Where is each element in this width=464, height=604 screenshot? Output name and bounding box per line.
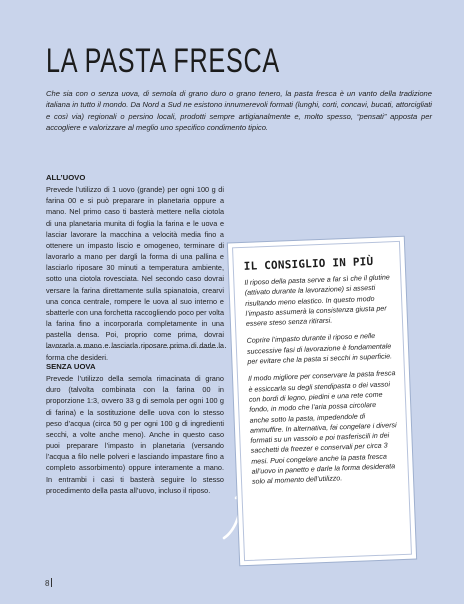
tip-card <box>232 241 412 561</box>
section-all-uovo <box>46 172 224 363</box>
section-text-senza-uova: Prevede l’utilizzo della semola rimacinata di grano duro (talvolta combinata con la farina 00 in proporzione 1:3, ovvero 33 g di semola per ogni 100 g di farina) e la sostituzione delle uova con lo stesso peso d’acqua (circa 50 g per ogni 100 g di ingredienti secchi, a volte anche meno). Anche in questo caso puoi preparare l’impasto in planetaria (versando l’acqua a filo nelle polveri e lasciando impastare fino a completo assorbimento) oppure interamente a mano. In entrambi i casi ti basterà seguire lo stesso procedimento della pasta all’uovo, incluso il riposo. <box>46 374 224 495</box>
page-title: LA PASTA FRESCA <box>46 42 280 80</box>
section-divider <box>46 347 226 348</box>
page-number-label: 8 <box>45 579 50 588</box>
section-heading-all-uovo: ALL’UOVO <box>46 173 86 182</box>
tip-paragraph: Il modo migliore per conservare la pasta fresca è essiccarla su degli stendipasta o dei vassoi con bordi di legno, piedini e una rete come fondo, in modo che l’aria possa circolare anche sotto la pasta, impedendole di ammuffire. In alternativa, fai congelare i diversi formati su un vassoio e poi trasferiscili in dei sacchetti da freezer e conservali per circa 3 mesi. Puoi congelare anche la pasta fresca all’uovo in panetto e darle la forma desiderata solo al momento dell’utilizzo. <box>247 369 397 487</box>
intro-paragraph: Che sia con o senza uova, di semola di grano duro o grano tenero, la pasta fresca è un vanto della tradizione italiana in tutto il mondo. Da Nord a Sud ne esistono innumerevoli formati (lunghi, corti, concavi, bucati, attorcigliati e così via) regionali o persino locali, prodotti sempre artigianalmente e, molto spesso, “pensati” apposta per accogliere e valorizzare al meglio uno specifico condimento tipico. <box>46 89 432 133</box>
section-heading-senza-uova: SENZA UOVA <box>46 362 96 371</box>
tip-heading: IL CONSIGLIO IN PIÙ <box>243 254 374 273</box>
tip-paragraph: Il riposo della pasta serve a far sì che il glutine (attivato durante la lavorazione) si assesti risultando meno elastico. In questo modo l’impasto assumerà la consistenza giusta per essere steso senza ritirarsi. <box>244 273 390 329</box>
page-number <box>45 578 52 588</box>
section-text-all-uovo: Prevede l’utilizzo di 1 uovo (grande) per ogni 100 g di farina 00 e si può preparare in planetaria oppure a mano. Nel primo caso ti basterà mettere nella ciotola di una planetaria munita di foglia la farina e le uova e lasciar lavorare la macchina a velocità media fino a ottenere un impasto liscio e omogeneo, terminare di lavorarlo a mano per dargli la forma di una pallina e lasciarlo riposare 30 minuti a temperatura ambiente, sotto una ciotola rovesciata. Nel secondo caso dovrai versare la farina direttamente sulla spianatoia, crearvi una conca centrale, rompere le uova al suo interno e sbatterle con una forchetta raccogliendo poco per volta la farina fino a incorporarla completamente in una pastella densa. Poi, proprio come prima, dovrai lavorarla a mano e lasciarla riposare prima di darle la forma che desideri. <box>46 185 224 362</box>
section-senza-uova <box>46 361 224 496</box>
tip-paragraph: Coprire l’impasto durante il riposo e nelle successive fasi di lavorazione è fondamentale per evitare che la pasta si secchi in superficie. <box>246 332 393 366</box>
page-number-divider <box>51 578 52 587</box>
